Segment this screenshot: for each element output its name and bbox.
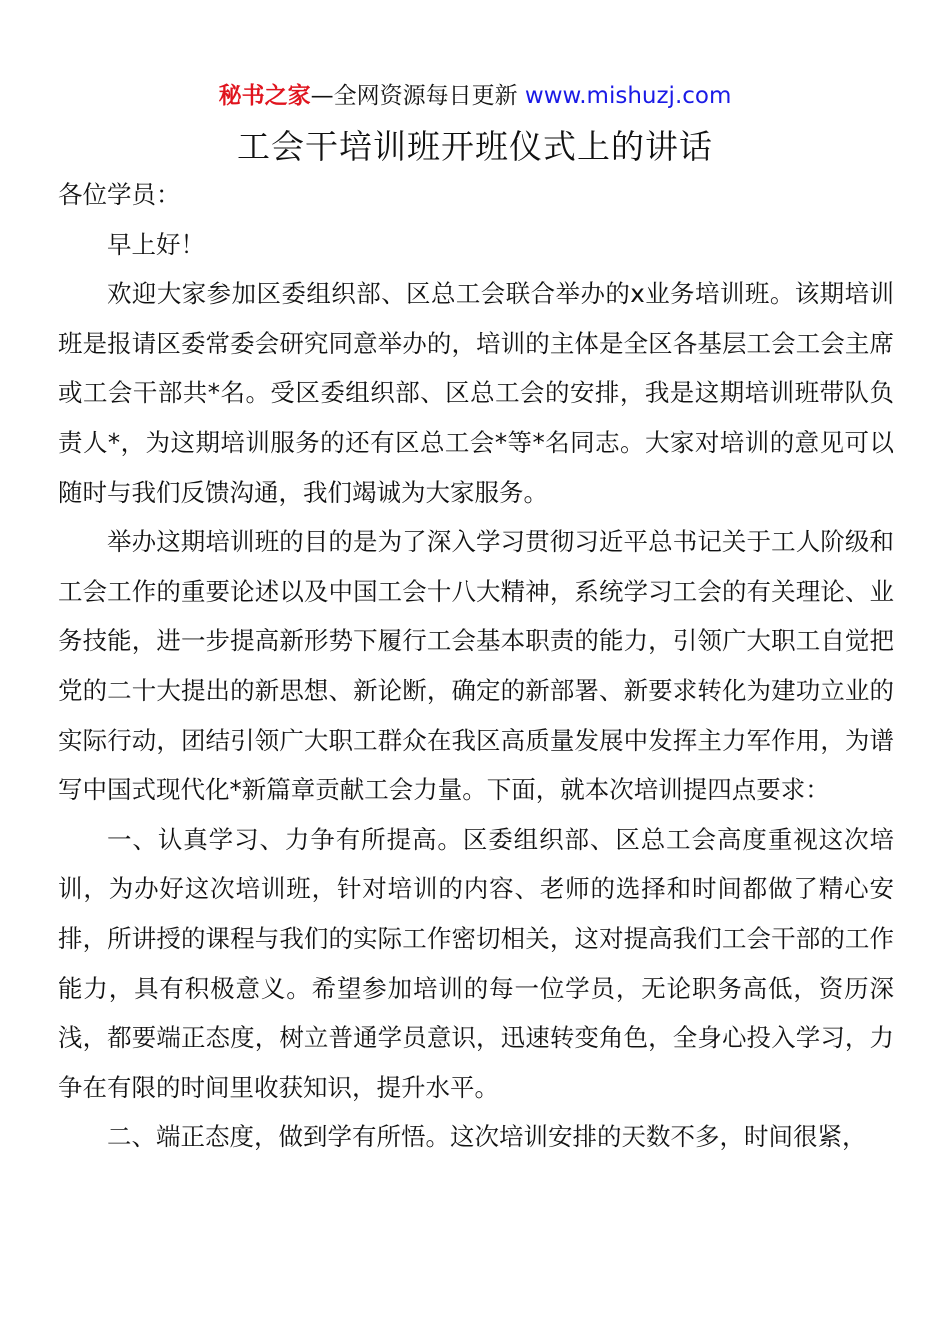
site-url-link[interactable]: www.mishuzj.com <box>524 83 732 109</box>
site-header <box>0 80 950 112</box>
site-brand: 秘书之家 <box>218 83 311 109</box>
document-title: 工会干培训班开班仪式上的讲话 <box>237 127 713 166</box>
paragraph-purpose: 举办这期培训班的目的是为了深入学习贯彻习近平总书记关于工人阶级和工会工作的重要论述以及中国工会十八大精神，系统学习工会的有关理论、业务技能，进一步提高新形势下履行工会基本职责的能力，引领广大职工自觉把党的二十大提出的新思想、新论断，确定的新部署、新要求转化为建功立业的实际行动，团结引领广大职工群众在我区高质量发展中发挥主力军作用，为谱写中国式现代化*新篇章贡献工会力量。下面，就本次培训提四点要求： <box>58 527 894 805</box>
site-tagline: —全网资源每日更新 <box>310 83 518 109</box>
document-body <box>58 170 894 1162</box>
paragraph-requirement-two: 二、端正态度，做到学有所悟。这次培训安排的天数不多，时间很紧， <box>107 1122 867 1152</box>
paragraph-requirement-one: 一、认真学习、力争有所提高。区委组织部、区总工会高度重视这次培训，为办好这次培训班，针对培训的内容、老师的选择和时间都做了精心安排，所讲授的课程与我们的实际工作密切相关，这对提高我们工会干部的工作能力，具有积极意义。希望参加培训的每一位学员，无论职务高低，资历深浅，都要端正态度，树立普通学员意识，迅速转变角色，全身心投入学习，力争在有限的时间里收获知识，提升水平。 <box>58 824 894 1102</box>
salutation: 各位学员： <box>58 180 181 209</box>
greeting: 早上好！ <box>107 229 205 259</box>
paragraph-welcome: 欢迎大家参加区委组织部、区总工会联合举办的x业务培训班。该期培训班是报请区委常委会研究同意举办的，培训的主体是全区各基层工会工会主席或工会干部共*名。受区委组织部、区总工会的安排，我是这期培训班带队负责人*，为这期培训服务的还有区总工会*等*名同志。大家对培训的意见可以随时与我们反馈沟通，我们竭诚为大家服务。 <box>58 279 894 507</box>
